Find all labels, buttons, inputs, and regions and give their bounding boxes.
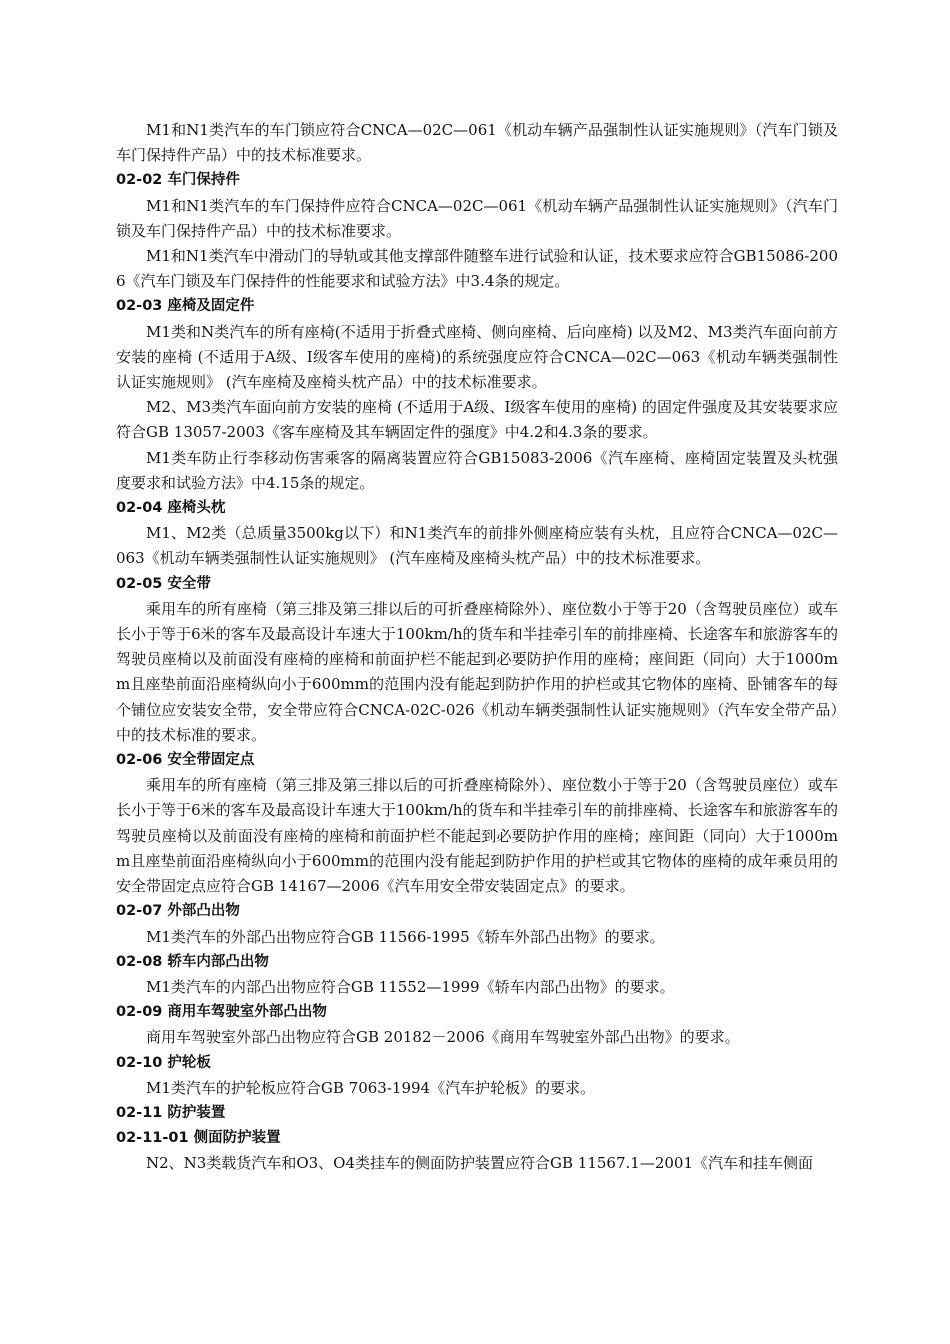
paragraph-cab-projections: 商用车驾驶室外部凸出物应符合GB 20182－2006《商用车驾驶室外部凸出物》的要求。 bbox=[146, 1028, 740, 1047]
paragraph-luggage-barrier: M1类车防止行李移动伤害乘客的隔离装置应符合GB15083-2006《汽车座椅、座椅固定装置及头枕强度要求和试验方法》中4.15条的规定。 bbox=[116, 448, 838, 492]
section-heading-02-05: 02-05 安全带 bbox=[116, 575, 211, 592]
section-heading-02-10: 02-10 护轮板 bbox=[116, 1054, 211, 1071]
section-heading-02-04: 02-04 座椅头枕 bbox=[116, 500, 226, 517]
paragraph-door-lock: M1和N1类汽车的车门锁应符合CNCA—02C—061《机动车辆产品强制性认证实施规则》（汽车门锁及车门保持件产品）中的技术标准要求。 bbox=[116, 121, 838, 165]
paragraph-seat-strength: M1类和N类汽车的所有座椅(不适用于折叠式座椅、侧向座椅、后向座椅) 以及M2、M3类汽车面向前方安装的座椅 (不适用于A级、I级客车使用的座椅)的系统强度应符合CNCA—02C—063《机动车辆类强制性认证实施规则》 (汽车座椅及座椅头枕产品）中的技术标准要求。 bbox=[116, 322, 838, 392]
section-heading-02-02: 02-02 车门保持件 bbox=[116, 172, 240, 189]
paragraph-external-projections: M1类汽车的外部凸出物应符合GB 11566-1995《轿车外部凸出物》的要求。 bbox=[146, 927, 665, 946]
paragraph-seat-anchorage: M2、M3类汽车面向前方安装的座椅 (不适用于A级、I级客车使用的座椅) 的固定件强度及其安装要求应符合GB 13057-2003《客车座椅及其车辆固定件的强度》中4.2和4.3条的要求。 bbox=[116, 398, 838, 442]
paragraph-head-restraint: M1、M2类（总质量3500kg以下）和N1类汽车的前排外侧座椅应装有头枕，且应符合CNCA—02C—063《机动车辆类强制性认证实施规则》 (汽车座椅及座椅头枕产品）中的技术标准要求。 bbox=[116, 524, 838, 568]
paragraph-side-protection: N2、N3类载货汽车和O3、O4类挂车的侧面防护装置应符合GB 11567.1—2001《汽车和挂车侧面 bbox=[146, 1154, 813, 1173]
section-heading-02-03: 02-03 座椅及固定件 bbox=[116, 298, 255, 315]
section-heading-02-11-01: 02-11-01 侧面防护装置 bbox=[116, 1130, 281, 1147]
paragraph-door-retention: M1和N1类汽车的车门保持件应符合CNCA—02C—061《机动车辆产品强制性认证实施规则》（汽车门锁及车门保持件产品）中的技术标准要求。 bbox=[116, 196, 838, 240]
paragraph-seat-belt: 乘用车的所有座椅（第三排及第三排以后的可折叠座椅除外）、座位数小于等于20（含驾驶员座位）或车长小于等于6米的客车及最高设计车速大于100km/h的货车和半挂牵引车的前排座椅、长途客车和旅游客车的驾驶员座椅以及前面没有座椅的座椅和前面护栏不能起到必要防护作用的座椅；座间距（同向）大于1000mm且座垫前面沿座椅纵向小于600mm的范围内没有能起到防护作用的护栏或其它物体的座椅、卧铺客车的每个铺位应安装安全带，安全带应符合CNCA-02C-026《机动车辆类强制性认证实施规则》（汽车安全带产品）中的技术标准的要求。 bbox=[116, 599, 838, 744]
section-heading-02-06: 02-06 安全带固定点 bbox=[116, 752, 255, 769]
paragraph-internal-projections: M1类汽车的内部凸出物应符合GB 11552—1999《轿车内部凸出物》的要求。 bbox=[146, 977, 675, 996]
section-heading-02-09: 02-09 商用车驾驶室外部凸出物 bbox=[116, 1004, 327, 1021]
section-heading-02-07: 02-07 外部凸出物 bbox=[116, 903, 240, 920]
paragraph-belt-anchorage: 乘用车的所有座椅（第三排及第三排以后的可折叠座椅除外）、座位数小于等于20（含驾驶员座位）或车长小于等于6米的客车及最高设计车速大于100km/h的货车和半挂牵引车的前排座椅、长途客车和旅游客车的驾驶员座椅以及前面没有座椅的座椅和前面护栏不能起到必要防护作用的座椅；座间距（同向）大于1000mm且座垫前面沿座椅纵向小于600mm的范围内没有能起到防护作用的护栏或其它物体的座椅的成年乘员用的安全带固定点应符合GB 14167—2006《汽车用安全带安装固定点》的要求。 bbox=[116, 776, 838, 896]
section-heading-02-08: 02-08 轿车内部凸出物 bbox=[116, 953, 269, 970]
paragraph-wheel-guard: M1类汽车的护轮板应符合GB 7063-1994《汽车护轮板》的要求。 bbox=[146, 1078, 596, 1097]
section-heading-02-11: 02-11 防护装置 bbox=[116, 1104, 226, 1121]
paragraph-sliding-door: M1和N1类汽车中滑动门的导轨或其他支撑部件随整车进行试验和认证，技术要求应符合GB15086-2006《汽车门锁及车门保持件的性能要求和试验方法》中3.4条的规定。 bbox=[116, 247, 838, 291]
document-page bbox=[116, 118, 838, 1177]
